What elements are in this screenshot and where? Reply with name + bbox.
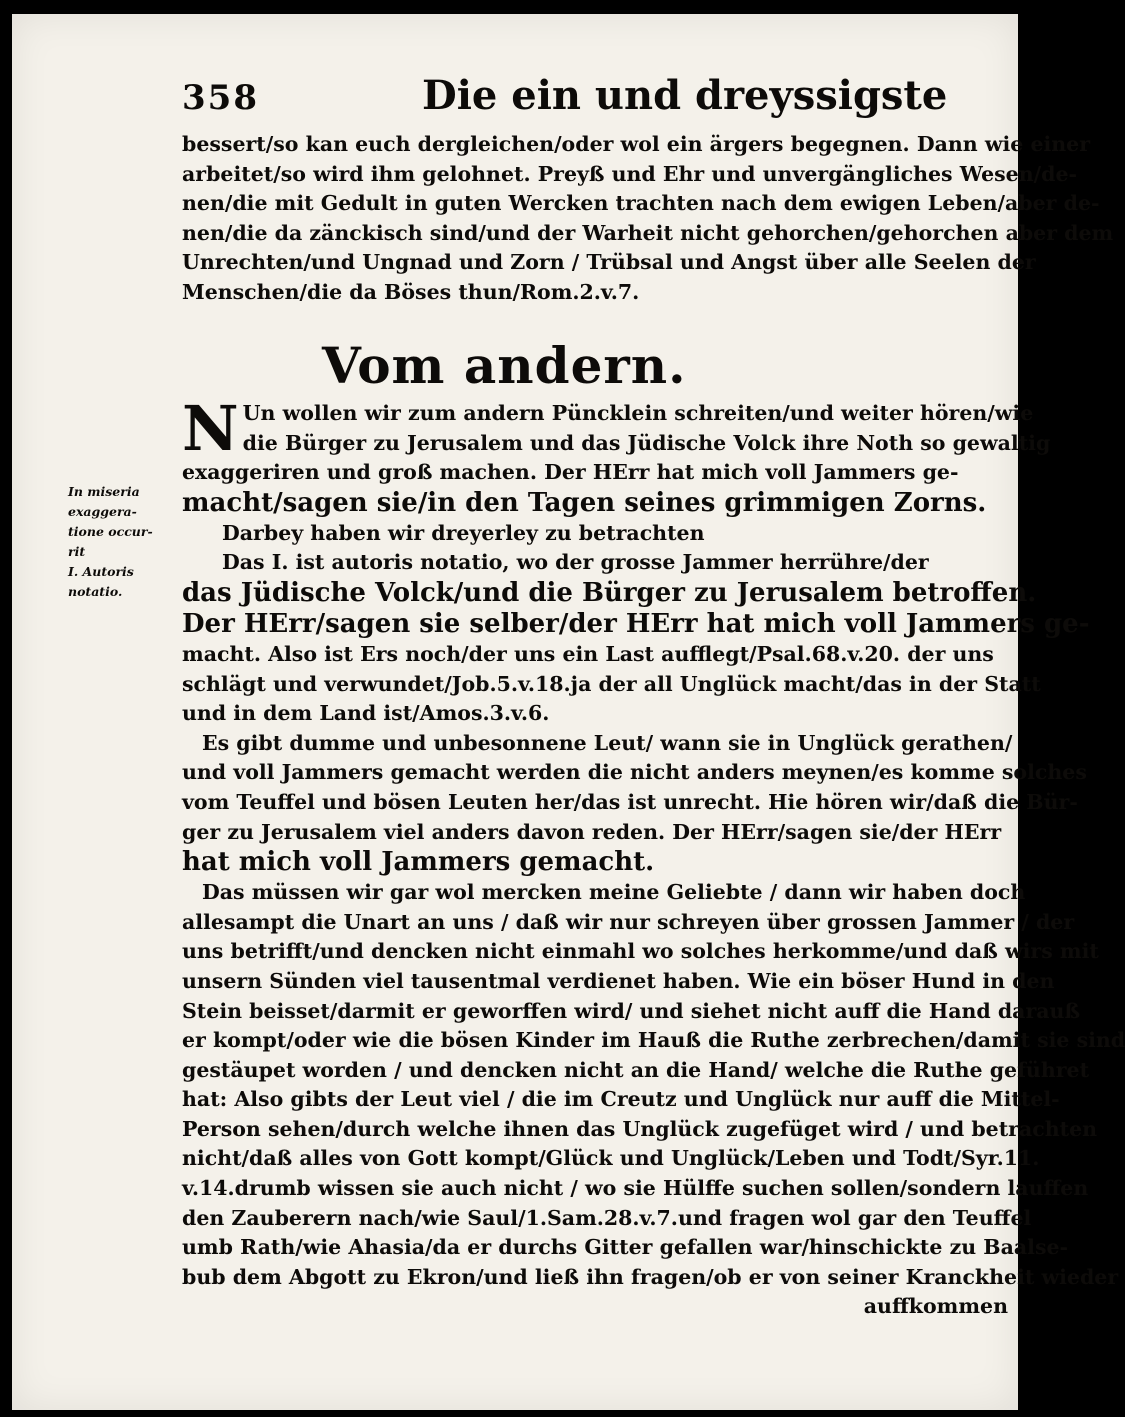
marginal-line: In miseria (68, 484, 140, 499)
paragraph-2 (182, 519, 1008, 549)
text-line: schlägt und verwundet/Job.5.v.18.ja der all Unglück macht/das in der Statt (182, 671, 1041, 696)
text-line: bub dem Abgott zu Ekron/und ließ ihn fragen/ob er von seiner Kranckheit wieder (182, 1264, 1119, 1289)
text-line: hat mich voll Jammers gemacht. (182, 847, 655, 878)
paragraph-3 (182, 548, 1090, 728)
text-line: bessert/so kan euch dergleichen/oder wol ein ärgers begegnen. Dann wie einer (182, 132, 1091, 156)
marginal-line: I. Autoris (68, 564, 134, 579)
text-line: umb Rath/wie Ahasia/da er durchs Gitter gefallen war/hinschickte zu Baalse- (182, 1235, 1069, 1260)
section-heading: Vom andern. (322, 336, 687, 395)
text-line: macht/sagen sie/in den Tagen seines grimmigen Zorns. (182, 487, 987, 518)
text-line: Das müssen wir gar wol mercken meine Geliebte / dann wir haben doch (202, 880, 1026, 905)
text-line: v.14.drumb wissen sie auch nicht / wo sie Hülffe suchen sollen/sondern lauffen (182, 1176, 1089, 1201)
text-line: nen/die mit Gedult in guten Wercken trachten nach dem ewigen Leben/aber de- (182, 191, 1100, 216)
text-line: und in dem Land ist/Amos.3.v.6. (182, 701, 550, 726)
body-text (182, 392, 1125, 1322)
text-line: die Bürger zu Jerusalem und das Jüdische Volck ihre Noth so gewaltig (242, 430, 1051, 455)
text-line: nen/die da zänckisch sind/und der Warheit nicht gehorchen/gehorchen aber dem (182, 220, 1114, 245)
paragraph-1 (182, 392, 1051, 519)
text-line: uns betrifft/und dencken nicht einmahl wo solches herkomme/und daß wirs mit (182, 939, 1099, 964)
intro-paragraph (182, 130, 1114, 308)
text-line: Das I. ist autoris notatio, wo der grosse Jammer herrühre/der (222, 550, 929, 575)
text-line: Der HErr/sagen sie selber/der HErr hat mich voll Jammers ge- (182, 608, 1090, 639)
catchword: auffkommen (863, 1294, 1008, 1319)
paragraph-4 (182, 729, 1087, 878)
text-line: arbeitet/so wird ihm gelohnet. Preyß und Ehr und unvergängliches Wesen/de- (182, 161, 1077, 186)
text-line: nicht/daß alles von Gott kompt/Glück und Unglück/Leben und Todt/Syr.11. (182, 1146, 1040, 1171)
running-title: Die ein und dreyssigste (422, 72, 948, 119)
text-line: er kompt/oder wie die bösen Kinder im Hauß die Ruthe zerbrechen/damit sie sind (182, 1028, 1125, 1053)
text-line: und voll Jammers gemacht werden die nicht anders meynen/es komme solches (182, 760, 1087, 785)
page-number: 358 (182, 78, 259, 118)
marginal-note (68, 482, 176, 602)
text-line: hat: Also gibts der Leut viel / die im Creutz und Unglück nur auff die Mittel- (182, 1087, 1060, 1112)
text-line: Es gibt dumme und unbesonnene Leut/ wann sie in Unglück gerathen/ (202, 730, 1013, 755)
text-line: macht. Also ist Ers noch/der uns ein Last aufflegt/Psal.68.v.20. der uns (182, 641, 994, 666)
text-line: das Jüdische Volck/und die Bürger zu Jerusalem betroffen. (182, 577, 1037, 608)
text-line: Person sehen/durch welche ihnen das Unglück zugefüget wird / und betrachten (182, 1116, 1098, 1141)
paragraph-5 (182, 878, 1125, 1292)
text-line: exaggeriren und groß machen. Der HErr hat mich voll Jammers ge- (182, 460, 959, 485)
book-page (12, 14, 1125, 1410)
marginal-line: notatio. (68, 584, 123, 599)
text-line: allesampt die Unart an uns / daß wir nur schreyen über grossen Jammer / der (182, 909, 1075, 934)
marginal-line: rit (68, 544, 86, 559)
marginal-line: exaggera- (68, 504, 137, 519)
text-line: vom Teuffel und bösen Leuten her/das ist unrecht. Hie hören wir/daß die Bür- (182, 789, 1078, 814)
text-line: unsern Sünden viel tausentmal verdienet haben. Wie ein böser Hund in den (182, 968, 1055, 993)
text-line: Unrechten/und Ungnad und Zorn / Trübsal und Angst über alle Seelen der (182, 250, 1036, 275)
text-line: Stein beisset/darmit er geworffen wird/ und siehet nicht auff die Hand darauß (182, 998, 1081, 1023)
text-line: Darbey haben wir dreyerley zu betrachten (222, 520, 705, 545)
text-line: Un wollen wir zum andern Püncklein schreiten/und weiter hören/wie (242, 401, 1034, 425)
drop-cap: N (182, 392, 239, 465)
marginal-line: tione occur- (68, 524, 153, 539)
text-line: Menschen/die da Böses thun/Rom.2.v.7. (182, 279, 640, 304)
text-line: den Zauberern nach/wie Saul/1.Sam.28.v.7.und fragen wol gar den Teuffel (182, 1205, 1032, 1230)
text-line: gestäupet worden / und dencken nicht an die Hand/ welche die Ruthe geführet (182, 1057, 1090, 1082)
text-line: ger zu Jerusalem viel anders davon reden. Der HErr/sagen sie/der HErr (182, 819, 1002, 844)
page-header (182, 72, 982, 132)
